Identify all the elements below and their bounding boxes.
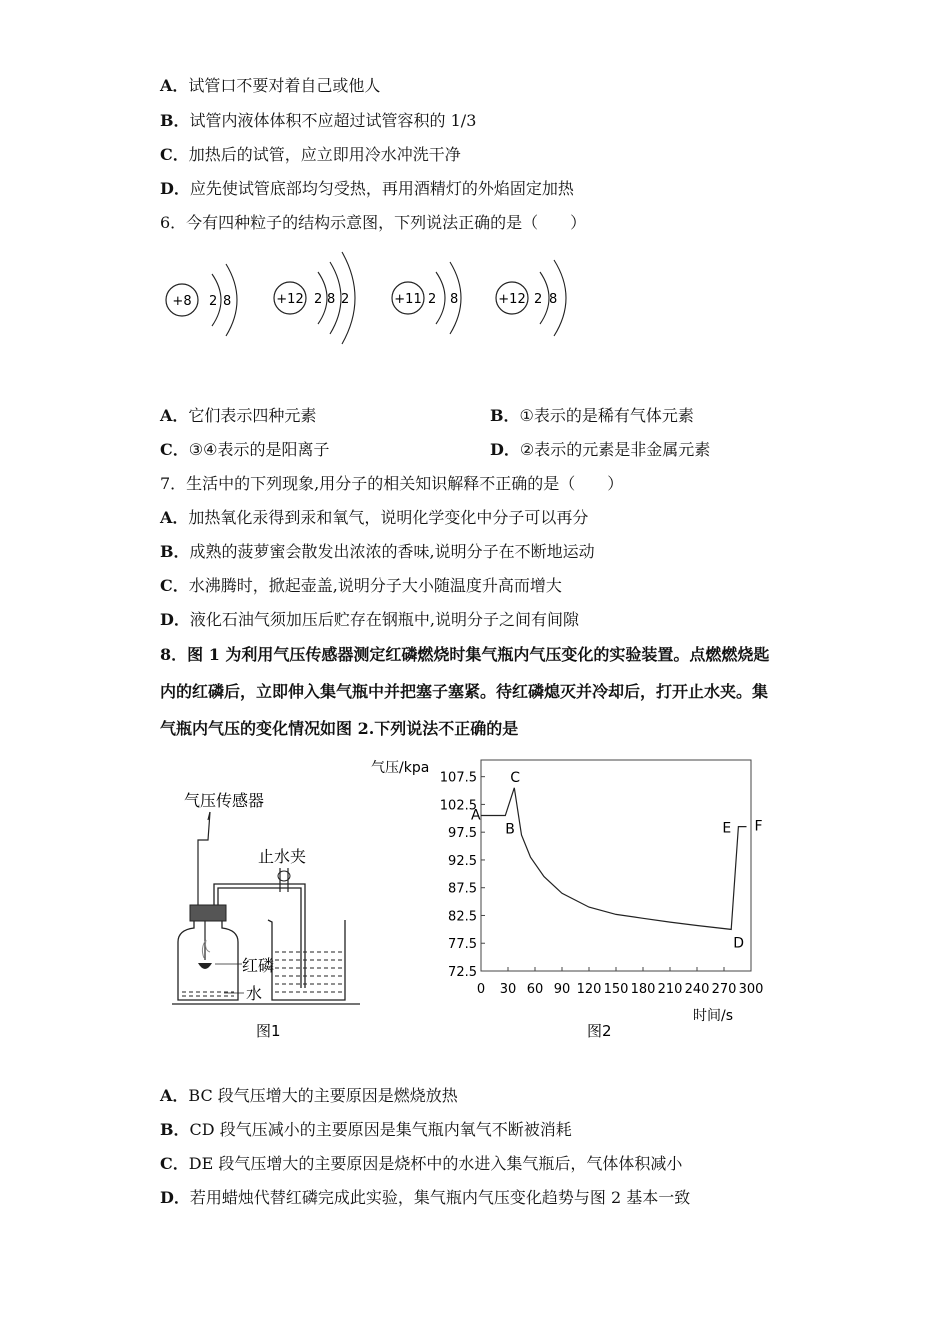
particle-2: [274, 252, 355, 375]
q6-option-a: A．它们表示四种元素: [160, 406, 317, 425]
q5-option-b: B．试管内液体体积不应超过试管容积的 1/3: [160, 111, 477, 130]
q6-option-b: B．①表示的是稀有气体元素: [490, 406, 694, 425]
particle-3: [392, 262, 461, 375]
q5-option-d: D．应先使试管底部均匀受热，再用酒精灯的外焰固定加热: [160, 179, 574, 198]
q7-option-d: D．液化石油气须加压后贮存在钢瓶中,说明分子之间有间隙: [160, 610, 579, 629]
particle-3-shell-2: 8: [450, 292, 459, 307]
particle-2-shell-2: 8: [327, 292, 336, 307]
y-tick-label: 82.5: [448, 909, 477, 925]
figure-1-apparatus: [160, 780, 390, 1045]
particle-1-nucleus: +8: [172, 294, 192, 309]
particle-2-shell-3: 2: [341, 292, 350, 307]
red-phosphorus-label: 红磷: [242, 956, 275, 975]
particle-4-nucleus: +12: [498, 292, 526, 307]
q8-stem-line-1: 8．图 1 为利用气压传感器测定红磷燃烧时集气瓶内气压变化的实验装置。点燃燃烧匙: [160, 645, 770, 664]
y-tick-label: 107.5: [439, 770, 477, 786]
y-tick-label: 92.5: [448, 853, 477, 869]
x-tick-label: 150: [603, 982, 629, 997]
q7-option-a: A．加热氧化汞得到汞和氧气，说明化学变化中分子可以再分: [160, 508, 589, 527]
particle-4: [496, 260, 566, 375]
particle-2-shell-1: 2: [314, 292, 323, 307]
particle-1-shell-1: 2: [209, 294, 218, 309]
particle-3-nucleus: +11: [394, 292, 422, 307]
q5-option-c: C．加热后的试管，应立即用冷水冲洗干净: [160, 145, 461, 164]
x-tick-label: 90: [553, 982, 571, 997]
y-tick-label: 87.5: [448, 881, 477, 897]
pressure-curve: [481, 788, 747, 930]
chart-ylabel: 气压/kpa: [371, 760, 430, 776]
q6-stem: 6．今有四种粒子的结构示意图，下列说法正确的是（ ）: [160, 213, 587, 232]
point-label-c: C: [510, 769, 521, 786]
stop-clamp-label: 止水夹: [258, 847, 307, 866]
y-tick-label: 102.5: [439, 798, 477, 814]
x-tick-label: 60: [526, 982, 544, 997]
q6-option-c: C．③④表示的是阳离子: [160, 440, 330, 459]
particle-4-shell-1: 2: [534, 292, 543, 307]
x-tick-label: 180: [630, 982, 656, 997]
figure-2-pressure-chart: [365, 752, 785, 1047]
q5-option-a: A．试管口不要对着自己或他人: [160, 76, 381, 95]
x-tick-label: 240: [684, 982, 710, 997]
x-tick-label: 30: [499, 982, 517, 997]
particle-3-shell-1: 2: [428, 292, 437, 307]
x-tick-label: 210: [657, 982, 683, 997]
q8-option-d: D．若用蜡烛代替红磷完成此实验，集气瓶内气压变化趋势与图 2 基本一致: [160, 1188, 691, 1207]
q7-option-c: C．水沸腾时，掀起壶盖,说明分子大小随温度升高而增大: [160, 576, 562, 595]
water-label: 水: [246, 984, 263, 1003]
particle-1: [166, 264, 237, 375]
x-tick-label: 270: [711, 982, 737, 997]
point-label-e: E: [722, 820, 732, 837]
x-tick-label: 300: [738, 982, 764, 997]
point-label-d: D: [733, 935, 744, 952]
x-tick-label: 0: [476, 982, 486, 997]
chart-xlabel: 时间/s: [693, 1008, 734, 1024]
q6-option-d: D．②表示的元素是非金属元素: [490, 440, 711, 459]
q8-stem-line-3: 气瓶内气压的变化情况如图 2.下列说法不正确的是: [160, 719, 519, 738]
particle-2-nucleus: +12: [276, 292, 304, 307]
y-tick-label: 77.5: [448, 937, 477, 953]
pressure-sensor-label: 气压传感器: [184, 791, 265, 810]
q8-option-b: B．CD 段气压减小的主要原因是集气瓶内氧气不断被消耗: [160, 1120, 572, 1139]
q7-stem: 7．生活中的下列现象,用分子的相关知识解释不正确的是（ ）: [160, 474, 624, 493]
y-tick-label: 72.5: [448, 965, 477, 980]
q8-option-a: A．BC 段气压增大的主要原因是燃烧放热: [160, 1086, 458, 1105]
point-label-f: F: [754, 818, 763, 835]
q6-particle-diagrams: [150, 245, 610, 375]
q8-stem-line-2: 内的红磷后，立即伸入集气瓶中并把塞子塞紧。待红磷熄灭并冷却后，打开止水夹。集: [160, 682, 769, 701]
chart-plot-frame: [481, 760, 751, 971]
q8-option-c: C．DE 段气压增大的主要原因是烧杯中的水进入集气瓶后，气体体积减小: [160, 1154, 683, 1173]
particle-1-shell-2: 8: [223, 294, 232, 309]
x-tick-label: 120: [576, 982, 602, 997]
point-label-b: B: [505, 821, 515, 838]
point-label-a: A: [471, 807, 481, 824]
figure-1-caption: 图1: [256, 1022, 281, 1040]
y-tick-label: 97.5: [448, 826, 477, 842]
q7-option-b: B．成熟的菠萝蜜会散发出浓浓的香味,说明分子在不断地运动: [160, 542, 595, 561]
particle-4-shell-2: 8: [549, 292, 558, 307]
figure-2-caption: 图2: [587, 1022, 612, 1040]
